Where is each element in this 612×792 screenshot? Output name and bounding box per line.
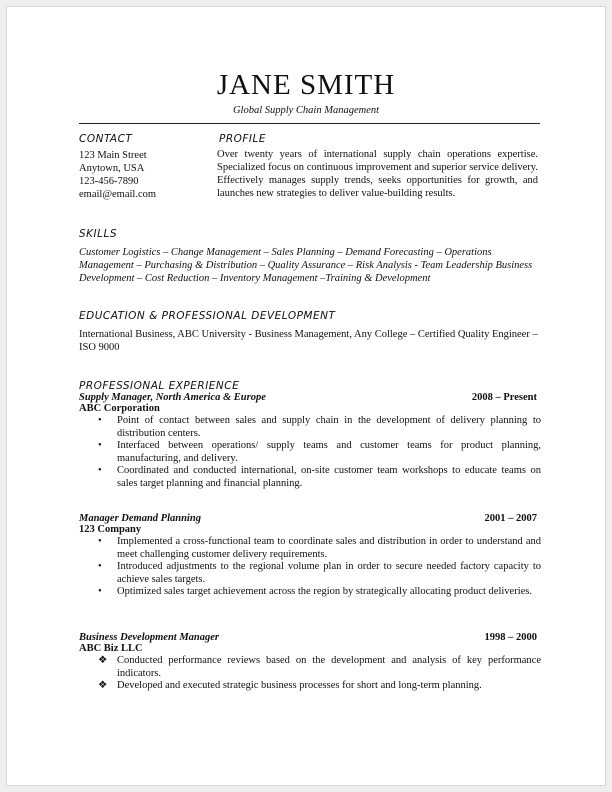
bullet-marker: ❖ xyxy=(98,655,108,666)
job-dates: 2001 – 2007 xyxy=(484,513,537,524)
job-bullet-list xyxy=(79,536,541,599)
skills-text: Customer Logistics – Change Management – Sales Planning – Demand Forecasting – Operations Management – Purchasing & Distribution – Quality Assurance – Risk Analysis - Team Leadership Business Development – Cost Reduction – Inventory Management –Training & Development xyxy=(79,247,533,284)
job-bullet: • Implemented a cross-functional team to coordinate sales and distribution in order to understand and meet challenging customer delivery requirements. xyxy=(98,536,541,560)
job-title: Business Development Manager xyxy=(79,632,220,643)
job-bullet: • Interfaced between operations/ supply teams and customer teams for product planning, manufacturing, and delivery. xyxy=(98,440,541,464)
education-text: International Business, ABC University - Business Management, Any College – Certified Quality Engineer – ISO 9000 xyxy=(79,329,538,353)
bullet-marker: • xyxy=(98,586,102,597)
bullet-marker: • xyxy=(98,415,102,426)
job-company: ABC Corporation xyxy=(79,403,160,414)
profile-text: Over twenty years of international supply chain operations expertise. Specialized focus on continuous improvement and superior service delivery. Effectively manages supply trends, seeks opportunities for growth, and launches new strategies to deliver value-building results. xyxy=(217,149,538,199)
job-company: ABC Biz LLC xyxy=(79,643,143,654)
job-dates: 1998 – 2000 xyxy=(484,632,537,643)
job-entry xyxy=(79,632,541,693)
job-bullet: ❖ Developed and executed strategic business processes for short and long-term planning. xyxy=(98,680,482,691)
job-bullet: ❖ Conducted performance reviews based on the development and analysis of key performance indicators. xyxy=(98,655,541,679)
job-entry xyxy=(79,513,541,599)
job-bullet: • Coordinated and conducted international, on-site customer team workshops to educate teams on sales target planning and financial planning. xyxy=(98,465,541,489)
job-title: Manager Demand Planning xyxy=(79,513,201,524)
job-bullet-list xyxy=(79,655,541,693)
job-bullet: • Point of contact between sales and supply chain in the development of delivery planning to distribution centers. xyxy=(98,415,541,439)
profile-heading: PROFILE xyxy=(219,133,267,145)
contact-block xyxy=(79,149,209,201)
experience-heading: PROFESSIONAL EXPERIENCE xyxy=(79,380,240,392)
job-title: Supply Manager, North America & Europe xyxy=(79,392,266,403)
bullet-marker: • xyxy=(98,465,102,476)
resume-subtitle: Global Supply Chain Management xyxy=(232,105,380,116)
bullet-marker: • xyxy=(98,561,102,572)
contact-heading: CONTACT xyxy=(79,133,133,145)
job-bullet: • Optimized sales target achievement across the region by strategically allocating product deliveries. xyxy=(98,586,532,597)
job-company: 123 Company xyxy=(79,524,142,535)
bullet-marker: • xyxy=(98,440,102,451)
job-bullet: • Introduced adjustments to the regional volume plan in order to secure needed factory capacity to achieve sales targets. xyxy=(98,561,541,585)
job-entry xyxy=(79,392,541,490)
bullet-marker: • xyxy=(98,536,102,547)
header-divider xyxy=(79,123,540,124)
resume-page xyxy=(6,6,606,786)
education-heading: EDUCATION & PROFESSIONAL DEVELOPMENT xyxy=(79,310,336,322)
contact-phone: 123-456-7890 xyxy=(79,176,139,187)
resume-name: JANE SMITH xyxy=(216,69,396,101)
job-bullet-list xyxy=(79,415,541,490)
contact-city: Anytown, USA xyxy=(79,163,145,174)
skills-heading: SKILLS xyxy=(79,228,118,240)
contact-address: 123 Main Street xyxy=(79,150,147,161)
job-dates: 2008 – Present xyxy=(471,392,537,403)
bullet-marker: ❖ xyxy=(98,680,108,691)
contact-email: email@email.com xyxy=(79,189,157,200)
